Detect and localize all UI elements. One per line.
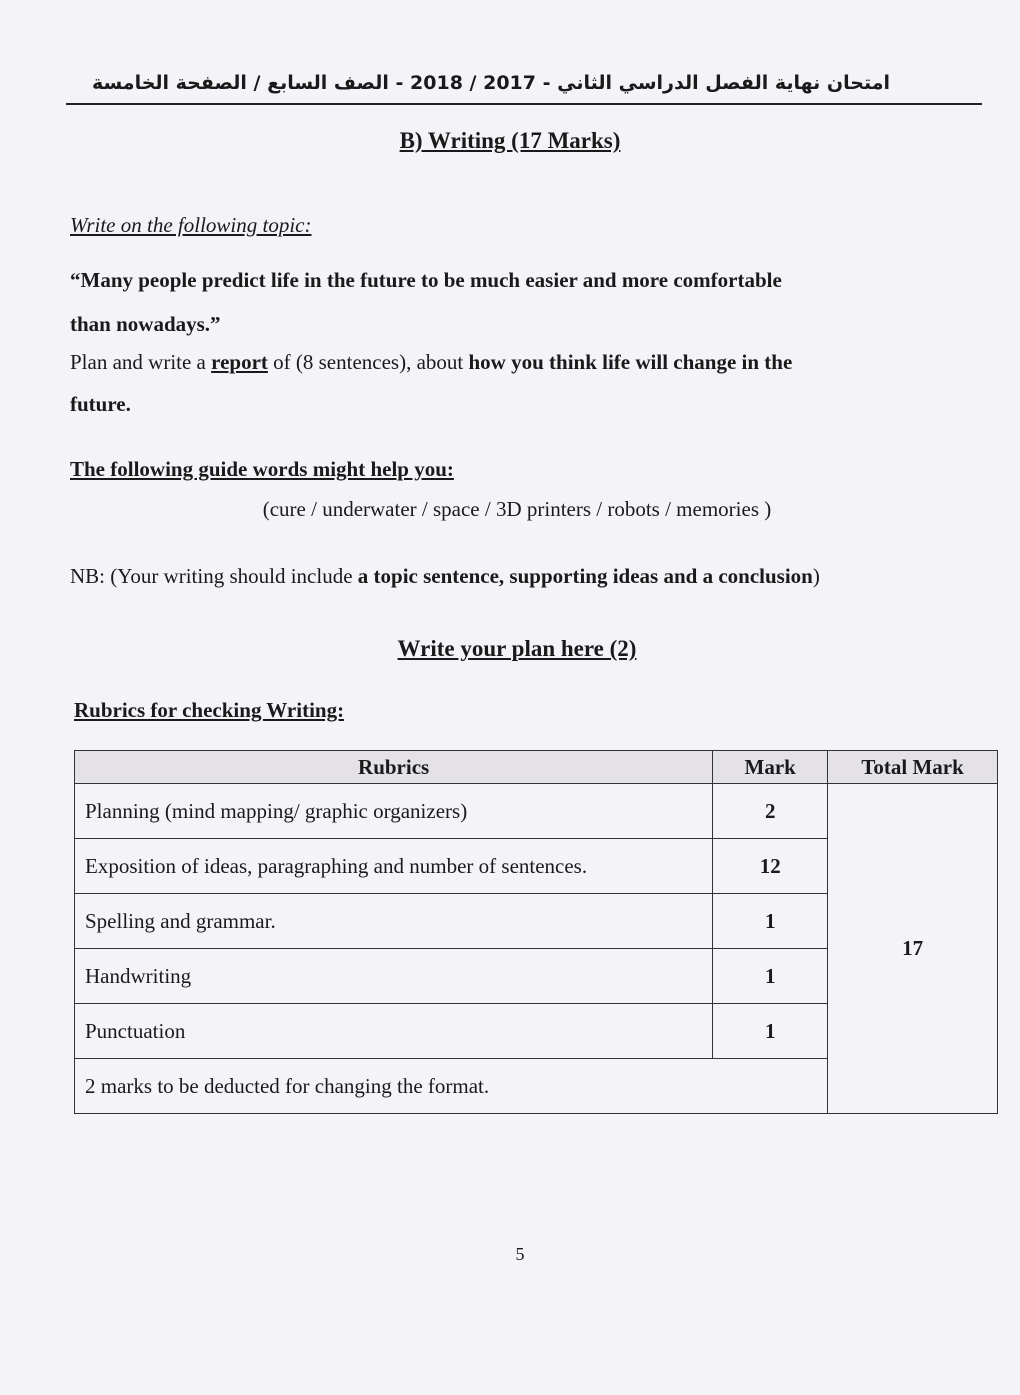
criterion-cell: Planning (mind mapping/ graphic organizers) (75, 784, 713, 839)
instruction-line-2: future. (70, 392, 131, 416)
instruction-line-1 (70, 350, 792, 375)
mark-cell: 12 (713, 839, 828, 894)
exam-header: امتحان نهاية الفصل الدراسي الثاني - 2017 / 2018 - الصف السابع / الصفحة الخامسة (91, 72, 890, 94)
mark-cell: 1 (713, 949, 828, 1004)
mark-cell: 1 (713, 1004, 828, 1059)
instruction-bold: how you think life will change in the (468, 350, 793, 374)
table-row (75, 784, 998, 839)
guide-words: (cure / underwater / space / 3D printers / robots / memories ) (262, 497, 772, 521)
table-header-row (75, 751, 998, 784)
header-divider (66, 103, 982, 105)
criterion-cell: Handwriting (75, 949, 713, 1004)
instruction-report-word: report (211, 350, 268, 374)
criterion-cell: Punctuation (75, 1004, 713, 1059)
deduction-note: 2 marks to be deducted for changing the format. (75, 1059, 828, 1114)
nb-suffix: ) (812, 564, 820, 588)
topic-quote-line-1: “Many people predict life in the future to be much easier and more comfortable (70, 268, 782, 292)
criterion-cell: Spelling and grammar. (75, 894, 713, 949)
plan-title: Write your plan here (2) (397, 636, 637, 661)
rubrics-label: Rubrics for checking Writing: (74, 698, 345, 722)
instruction-prefix: Plan and write a (70, 350, 212, 374)
page-number: 5 (515, 1244, 525, 1264)
nb-bold: a topic sentence, supporting ideas and a conclusion (357, 564, 813, 588)
section-title: B) Writing (17 Marks) (399, 128, 621, 153)
header-mark: Mark (713, 751, 828, 784)
instruction-middle: of (8 sentences), about (267, 350, 469, 374)
mark-cell: 2 (713, 784, 828, 839)
total-mark-cell: 17 (828, 784, 998, 1114)
criterion-cell: Exposition of ideas, paragraphing and number of sentences. (75, 839, 713, 894)
topic-label: Write on the following topic: (70, 213, 312, 237)
rubrics-table (74, 750, 998, 1114)
topic-quote-line-2: than nowadays.” (70, 312, 221, 336)
guide-words-label: The following guide words might help you: (70, 457, 454, 481)
mark-cell: 1 (713, 894, 828, 949)
header-rubrics: Rubrics (75, 751, 713, 784)
header-total-mark: Total Mark (828, 751, 998, 784)
nb-prefix: NB: (Your writing should include (70, 564, 358, 588)
nb-note (70, 564, 820, 589)
